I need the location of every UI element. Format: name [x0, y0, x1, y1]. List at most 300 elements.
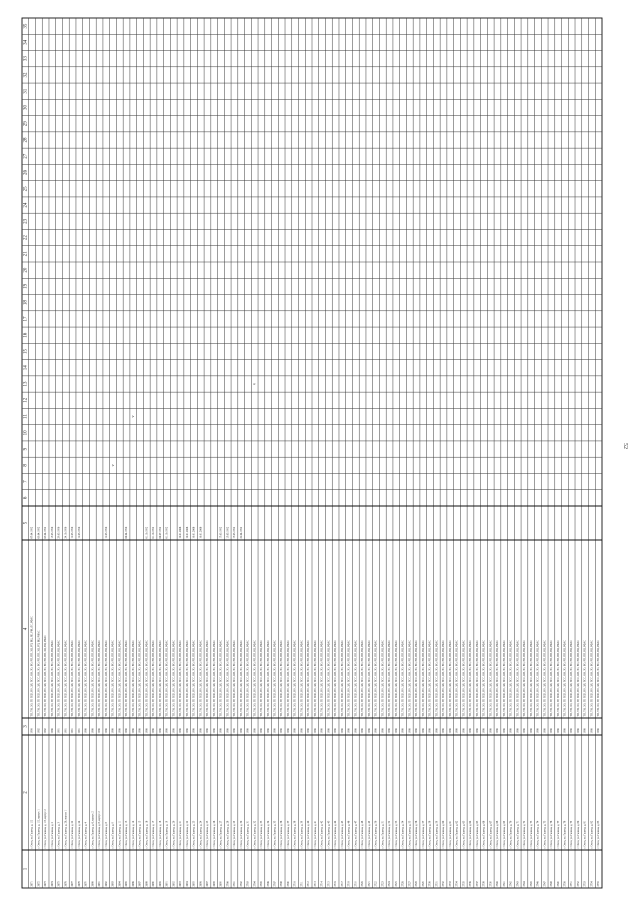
cell-systems: ТП, ТН, ЭО, ГР, ПСБ, ВО, ЭЛ, ПСС, КН, ЗО, ВО, РП, ПП, ВЦ, РФАС [347, 640, 351, 717]
cell-year: 1980 [158, 728, 162, 734]
column-number: 24 [23, 202, 29, 208]
column-number: 30 [23, 104, 29, 110]
cell-address: г. Омск, ул. Гашека, д. 55 [408, 820, 412, 849]
cell-no: 2673 [44, 881, 48, 887]
cell-year: 1980 [496, 728, 500, 734]
cell-no: 2749 [556, 881, 560, 887]
cell-systems: ТП, ТН, ЭО, ГР, ПСБ, ВО, ЭЛ, ПСС, КН, ЗО, ВО, РП, ПП, ВЦ, РФАС [104, 640, 108, 717]
cell-year: 1980 [408, 728, 412, 734]
cell-no: 2748 [550, 881, 554, 887]
cell-systems: ТП, ТН, ЭО, ГР, ПСБ, ВО, ЭЛ, ПСС, КН, ЗО, ВО, РП, ПП, ВЦ, РФАС [583, 640, 587, 717]
cell-no: 2671 [30, 881, 34, 887]
cell-systems: ТП, ТН, ЭО, ГР, ПСБ, ВО, ЭЛ, ПСС, КН, ЗО, ВО, РП, ПП, ВЦ, РФАС [158, 640, 162, 717]
cell-systems: ТП, ТН, ЭО, ГР, ПСБ, ВО, ЭЛ, ПСС, КН, ЗО, ВО, РП, ПП, ВЦ, РФАС [455, 640, 459, 717]
cell-no: 2697 [206, 881, 210, 887]
cell-address: г. Омск, ул. Гашека, д. 45 [340, 820, 344, 849]
cell-address: г. Омск, ул. Гашека, д. 31 [246, 820, 250, 849]
cell-no: 2753 [583, 881, 587, 887]
cell-address: г. Омск, ул. Гашека, д. 62 [455, 820, 459, 849]
cell-address: г. Омск, ул. Гашека, д. 48 [361, 820, 365, 849]
column-number: 29 [23, 121, 29, 127]
cell-no: 2708 [280, 881, 284, 887]
cell-date: 06.04.1990 [125, 526, 129, 539]
cell-year: 1980 [50, 728, 54, 734]
cell-address: г. Омск, ул. Гашека, д. 53 [394, 820, 398, 849]
cell-no: 2703 [246, 881, 250, 887]
cell-address: г. Омск, ул. Гашека, д. 82 [590, 820, 594, 849]
cell-no: 2705 [260, 881, 264, 887]
cell-systems: ТП, ТН, ЭО, ГР, ПСБ, ВО, ЭЛ, ПСС, КН, ЗО, ВО, РП, ПП, ВЦ, РФАС [131, 640, 135, 717]
cell-date: 03.04.1992 [44, 526, 48, 539]
cell-year: 1980 [347, 728, 351, 734]
cell-address: г. Омск, ул. Гашека, д. 52 [388, 820, 392, 849]
cell-systems: ТП, ТН, ЭО, ГР, ПСБ, ВО, ЭЛ, ПСС, КН, ЗО, ВО, РП, ПП, ВЦ, РФАС [388, 640, 392, 717]
cell-no: 2733 [448, 881, 452, 887]
cell-year: 1980 [590, 728, 594, 734]
cell-year: 1980 [313, 728, 317, 734]
cell-systems: ТП, ТН, ЭО, ГР, ПСБ, ВО, ЭЛ, ПСС, КН, ЗО, ВО, РП, ПП, ВЦ, РФАС [307, 640, 311, 717]
cell-address: г. Омск, ул. Гашека, д. 43 [327, 820, 331, 849]
column-number: 12 [23, 397, 29, 403]
cell-no: 2745 [529, 881, 533, 887]
cell-year: 1982 [44, 728, 48, 734]
cell-systems: ТП, ТН, ЭО, ГР, ПСБ, ВО, ЭЛ, ПСС, КН, ЗО, ВО, РП, ПП, ВЦ, РФАС [125, 640, 129, 717]
cell-systems: ТП, ТН, ЭО, ГР, ПСБ, ВО, ЭЛ, ПСС, КН, ЗО, ВО, РП, ПП, ВЦ, РФАС [448, 640, 452, 717]
cell-address: г. Омск, ул. Гашека, д. 50 [374, 820, 378, 849]
cell-systems: ТП, ТН, ЭО, ГР, ПСБ, ВО, ЭЛ, ПСС, КН, ЗО, ВО, РП, ПП, ВЦ, РФАС [590, 640, 594, 717]
cell-year: 1981 [57, 728, 61, 734]
column-number: 25 [23, 186, 29, 192]
cell-address: г. Омск, ул. Гашека, д. 28 [226, 820, 230, 849]
cell-address: г. Омск, ул. Гашека, д. 1/2, корпус 1 [37, 809, 41, 849]
cell-address: г. Омск, ул. Гашека, д. 21 [179, 820, 183, 849]
column-number: 13 [23, 381, 29, 387]
cell-no: 2732 [442, 881, 446, 887]
cell-address: г. Омск, ул. Гашека, д. 71 [516, 820, 520, 849]
cell-no: 2724 [388, 881, 392, 887]
cell-no: 2696 [199, 881, 203, 887]
cell-systems: ТП, ТН, ЭО, ГР, ПСБ, ВО, ЭЛ, ПСС, КН, ЗО, ВО, РП, ПП, ВЦ, РФАС [111, 640, 115, 717]
cell-address: г. Омск, ул. Гашека, д. 23 [192, 820, 196, 849]
column-number: 31 [23, 88, 29, 94]
cell-address: г. Омск, ул. Гашека, д. 14 [131, 820, 135, 849]
cell-systems: ТП, ТН, ЭО, ГР, ПСБ, ВО, ЭЛ, ПСС, КН, ЗО, ВО, РП, ПП, ВЦ, РФАС [496, 640, 500, 717]
cell-systems: ТП, ТН, ЭО, ГР, ПСБ, ВО, ЭЛ, ПСС, КН, ЗО, ВО, РП, ПП, ВЦ, РФАС [165, 640, 169, 717]
column-number: 26 [23, 170, 29, 176]
cell-no: 2720 [361, 881, 365, 887]
cell-systems: ТП, ТН, ЭО, ГР, ПСБ, ВО, ЭЛ, ПСС, КН, ЗО, ВО, РП, ПП, ВЦ, РФАС [313, 640, 317, 717]
cell-address: г. Омск, ул. Гашека, д. 26 [212, 820, 216, 849]
cell-address: г. Омск, ул. Гашека, д. 30 [239, 820, 243, 849]
cell-year: 1980 [334, 728, 338, 734]
cell-year: 1980 [469, 728, 473, 734]
cell-no: 2684 [118, 881, 122, 887]
cell-address: г. Омск, ул. Гашека, д. 60 [442, 820, 446, 849]
cell-no: 2747 [543, 881, 547, 887]
cell-no: 2739 [489, 881, 493, 887]
cell-year: 1980 [523, 728, 527, 734]
cell-address: г. Омск, ул. Гашека, д. 20, корпус 1 [64, 810, 68, 849]
column-number: 17 [23, 316, 29, 322]
cell-systems: ТП, ТН, ЭО, ГР, ПСБ, ВО, ЭЛ, ПСС, КН, ЗО, ВО, РП, ПП, ВЦ, РФАС [145, 640, 149, 717]
cell-no: 2689 [152, 881, 156, 887]
cell-address: г. Омск, ул. Гашека, д. 19 [165, 820, 169, 849]
cell-year: 1980 [489, 728, 493, 734]
cell-year: 1981 [71, 728, 75, 734]
cell-address: г. Омск, ул. Гашека, д. 83 [597, 820, 601, 849]
cell-no: 2685 [125, 881, 129, 887]
cell-date: 12.03.1990 [104, 526, 108, 539]
check-mark: v [251, 383, 257, 385]
cell-address: г. Омск, ул. Гашека, д. 77 [556, 820, 560, 849]
cell-systems: ТП, ТН, ЭО, ГР, ПСБ, ВО, ЭЛ, ПСС, КН, ЗО, ВО, РП, ПП, ВЦ, РФАС [172, 640, 176, 717]
cell-no: 2692 [172, 881, 176, 887]
cell-no: 2694 [185, 881, 189, 887]
cell-address: г. Омск, ул. Гашека, д. 65 [475, 820, 479, 849]
cell-address: г. Омск, ул. Гашека, д. 81 [583, 820, 587, 849]
cell-year: 1980 [327, 728, 331, 734]
cell-date: 07.04.1992 [30, 526, 34, 539]
cell-systems: ТП, ТН, ЭО, ГР, ПСБ, ВО, ЭЛ, ПСС, КН, ЗО, ВО, РП, ПП, ВЦ, РФАС [374, 640, 378, 717]
cell-address: г. Омск, ул. Гашека, д. 20 [172, 820, 176, 849]
cell-systems: ТП, ТН, ЭО, ГР, ПСБ, ВО, ЭЛ, ПСС, КН, ЗО, ВО, РП, ПП, ВЦ, РФАС [266, 640, 270, 717]
cell-date: 17.03.1992 [233, 526, 237, 539]
column-number: 33 [23, 56, 29, 62]
cell-year: 1980 [354, 728, 358, 734]
cell-address: г. Омск, ул. Гашека, д. 11 [118, 820, 122, 849]
cell-year: 1980 [475, 728, 479, 734]
cell-address: г. Омск, ул. Гашека, д. 75 [543, 820, 547, 849]
cell-year: 1980 [165, 728, 169, 734]
cell-year: 1980 [550, 728, 554, 734]
cell-address: г. Омск, ул. Гашека, д. 27 [219, 820, 223, 849]
cell-no: 2682 [104, 881, 108, 887]
cell-year: 1980 [448, 728, 452, 734]
cell-year: 1980 [246, 728, 250, 734]
cell-year: 1980 [179, 728, 183, 734]
cell-address: г. Омск, ул. Гашека, д. 2 [50, 822, 54, 849]
cell-systems: ТП, ТН, ЭО, ГР, ПСБ, ВО, ЭЛ, ПСС, КН, ЗО, ВО, РП, ПП, ВЦ, РФАС [239, 640, 243, 717]
cell-no: 2750 [563, 881, 567, 887]
cell-no: 2707 [273, 881, 277, 887]
cell-address: г. Омск, ул. Гашека, д. 9 [111, 822, 115, 849]
column-number: 19 [23, 283, 29, 289]
cell-address: г. Омск, ул. Гашека, д. 61 [448, 820, 452, 849]
cell-systems: ТП, ТН, ЭО, ГР, ПСБ, ВО, ЭЛ, ПСС, КН, ЗО, ВО, РП, ПП, ВЦ, РФАС [563, 640, 567, 717]
cell-no: 2683 [111, 881, 115, 887]
cell-year: 1980 [361, 728, 365, 734]
cell-year: 1980 [543, 728, 547, 734]
cell-systems: ТП, ТН, ЭО, ГР, ПСБ, ВО, ЭЛ, ПСС, КН, ЗО, ВО, РП, ПП, ЭЦ, ВЦ, РФАС [44, 635, 48, 717]
cell-year: 1980 [340, 728, 344, 734]
cell-systems: ТП, ТН, ЭО, ГР, ПСБ, ВО, ЭЛ, ПСС, КН, ЗО, ВО, РП, ПП, ВЦ, РФАС [469, 640, 473, 717]
column-number: 28 [23, 137, 29, 143]
cell-systems: ТП, ТН, ЭО, ГР, ПСБ, ВО, ЭЛ, ПСС, КН, ЗО, ВО, РП, ПП, ВЦ, РФАС [152, 640, 156, 717]
cell-address: г. Омск, ул. Гашека, д. 13 [125, 820, 129, 849]
column-number: 9 [23, 447, 29, 451]
cell-address: г. Омск, ул. Гашека, д. 54 [401, 820, 405, 849]
page-number: 52 [622, 443, 628, 449]
cell-no: 2676 [64, 881, 68, 887]
cell-no: 2715 [327, 881, 331, 887]
cell-year: 1980 [401, 728, 405, 734]
column-number: 6 [23, 496, 29, 500]
cell-year: 1980 [502, 728, 506, 734]
cell-no: 2752 [576, 881, 580, 887]
cell-no: 2731 [435, 881, 439, 887]
cell-address: г. Омск, ул. Гашека, д. 47 [354, 820, 358, 849]
cell-address: г. Омск, ул. Гашека, д. 66 [482, 820, 486, 849]
cell-no: 2755 [597, 881, 601, 887]
cell-no: 2698 [212, 881, 216, 887]
cell-no: 2704 [253, 881, 257, 887]
cell-address: г. Омск, ул. Гашека, д. 6, корпус 2 [91, 811, 95, 849]
cell-address: г. Омск, ул. Гашека, д. 56 [415, 820, 419, 849]
cell-year: 1980 [98, 728, 102, 734]
cell-year: 1980 [563, 728, 567, 734]
table-grid [22, 18, 602, 888]
cell-systems: ТП, ТН, ЭО, ГР, ПСБ, ВО, ЭЛ, ПСС, КН, ЗО, ВО, РП, ПП, ВЦ, РФАС [212, 640, 216, 717]
cell-systems: ТП, ТН, ЭО, ГР, ПСБ, ВО, ЭЛ, ПСС, КН, ЗО, ВО, РП, ПП, ВЦ, РФАС [320, 640, 324, 717]
check-mark: v [109, 464, 115, 467]
cell-year: 1980 [462, 728, 466, 734]
cell-systems: ТП, ТН, ЭО, ГР, ПСБ, ВО, ЭЛ, ПСС, КН, ЗО, ВО, РП, ПП, ВЦ, РФАС [415, 640, 419, 717]
cell-no: 2730 [428, 881, 432, 887]
cell-year: 1980 [266, 728, 270, 734]
cell-date: 03.04.1992 [37, 526, 41, 539]
column-number: 20 [23, 267, 29, 273]
column-number: 8 [23, 464, 29, 467]
cell-no: 2744 [523, 881, 527, 887]
column-number: 22 [23, 235, 29, 241]
cell-no: 2712 [307, 881, 311, 887]
cell-systems: ТП, ТН, ЭО, ГР, ПСБ, ВО, ЭЛ, ПСС, КН, ЗО, ВО, РП, ПП, ВЦ, РФАС [576, 640, 580, 717]
cell-systems: ТП, ТН, ЭО, ГР, ПСБ, ВО, ЭЛ, ПСС, КН, ЗО, ВО, РП, ПП, ВЦ, РФАС [293, 640, 297, 717]
cell-no: 2686 [131, 881, 135, 887]
cell-year: 1980 [556, 728, 560, 734]
cell-address: г. Омск, ул. Гашека, д. 1/2 [30, 820, 34, 849]
cell-year: 1980 [253, 728, 257, 734]
cell-year: 1980 [435, 728, 439, 734]
cell-year: 1980 [138, 728, 142, 734]
cell-date: 29.03.1990 [57, 526, 61, 539]
cell-systems: ТП, ТН, ЭО, ГР, ПСБ, ВО, ЭЛ, ПСС, КН, ЗО, ВО, РП, ПП, ВЦ, РФАС [206, 640, 210, 717]
cell-address: г. Омск, ул. Гашека, д. 59 [435, 820, 439, 849]
cell-date: 10.01.2006 [185, 526, 189, 539]
cell-address: г. Омск, ул. Гашека, д. 34 [266, 820, 270, 849]
cell-no: 2754 [590, 881, 594, 887]
cell-address: г. Омск, ул. Гашека, д. 38 [293, 820, 297, 849]
cell-year: 1980 [536, 728, 540, 734]
cell-no: 2678 [77, 881, 81, 887]
cell-no: 2674 [50, 881, 54, 887]
cell-no: 2681 [98, 881, 102, 887]
cell-systems: ТП, ТН, ЭО, ГР, ПСБ, ВО, ЭЛ, ПСС, КН, ЗО, ВО, РП, ПП, ВЦ, РФАС [280, 640, 284, 717]
cell-no: 2740 [496, 881, 500, 887]
cell-year: 1980 [421, 728, 425, 734]
cell-address: г. Омск, ул. Гашека, д. 73 [529, 820, 533, 849]
cell-systems: ТП, ТН, ЭО, ГР, ПСБ, ВО, ЭЛ, ПСС, КН, ЗО, ВО, РП, ПП, ВЦ, РФАС [219, 640, 223, 717]
cell-date: 15.05.1992 [226, 526, 230, 539]
cell-year: 1980 [300, 728, 304, 734]
cell-year: 1980 [84, 728, 88, 734]
cell-systems: ТП, ТН, ЭО, ГР, ПСБ, ВО, ЭЛ, ПСС, КН, ЗО, ВО, РП, ПП, ВЦ, РФАС [361, 640, 365, 717]
cell-systems: ТП, ТН, ЭО, ГР, ПСБ, ВО, ЭЛ, ПСС, КН, ЗО, ВО, РП, ПП, ВЦ, РФАС [509, 640, 513, 717]
cell-year: 1980 [509, 728, 513, 734]
cell-year: 1980 [374, 728, 378, 734]
cell-no: 2721 [367, 881, 371, 887]
cell-address: г. Омск, ул. Гашека, д. 42 [320, 820, 324, 849]
cell-address: г. Омск, ул. Гашека, д. 15 [138, 820, 142, 849]
cell-year: 1980 [428, 728, 432, 734]
cell-date: 01.10.1992 [152, 526, 156, 539]
cell-systems: ТП, ТН, ЭО, ГР, ПСБ, ВО, ЭЛ, ПСС, КН, ЗО, ВО, РП, ПП, ВЦ, РФАС [71, 640, 75, 717]
column-number: 34 [23, 39, 29, 45]
cell-year: 1980 [172, 728, 176, 734]
cell-no: 2711 [300, 881, 304, 887]
cell-systems: ТП, ТН, ЭО, ГР, ПСБ, ВО, ЭЛ, ПСС, КН, ЗО, ВО, РП, ПП, ВЦ, РФАС [516, 640, 520, 717]
cell-no: 2688 [145, 881, 149, 887]
cell-systems: ТП, ТН, ЭО, ГР, ПСБ, ВО, ЭЛ, ПСС, КН, ЗО, ВО, РП, ПП, ВЦ, РФАС [536, 640, 540, 717]
cell-address: г. Омск, ул. Гашека, д. 70 [509, 820, 513, 849]
cell-address: г. Омск, ул. Гашека, д. 80 [576, 820, 580, 849]
cell-systems: ТП, ТН, ЭО, ГР, ПСБ, ВО, ЭЛ, ПСС, КН, ЗО, ВО, РП, ПП, ВЦ, РФАС [401, 640, 405, 717]
cell-no: 2719 [354, 881, 358, 887]
cell-no: 2728 [415, 881, 419, 887]
cell-systems: ТП, ТН, ЭО, ГР, ПСБ, ВО, ЭЛ, ПСС, КН, ЗО, ВО, РП, ПП, ВЦ, РФАС [300, 640, 304, 717]
cell-year: 1982 [37, 728, 41, 734]
cell-address: г. Омск, ул. Гашека, д. 67 [489, 820, 493, 849]
cell-year: 1980 [145, 728, 149, 734]
cell-systems: ТП, ТН, ЭО, ГР, ПСБ, ВО, ЭЛ, ПСС, КН, ЗО, ВО, РП, ПП, ВЦ, РФАС [260, 640, 264, 717]
cell-no: 2737 [475, 881, 479, 887]
cell-systems: ТП, ТН, ЭО, ГР, ПСБ, ВО, ЭЛ, ПСС, КН, ЗО, ВО, РП, ПП, ВЦ, РФАС [597, 640, 601, 717]
cell-no: 2742 [509, 881, 513, 887]
cell-systems: ТП, ТН, ЭО, ГР, ПСБ, ВО, ЭЛ, ПСС, КН, ЗО, ВО, РП, ПП, ВЦ, РФАС [50, 640, 54, 717]
cell-no: 2700 [226, 881, 230, 887]
cell-address: г. Омск, ул. Гашека, д. 16 [145, 820, 149, 849]
cell-year: 1980 [199, 728, 203, 734]
cell-no: 2751 [570, 881, 574, 887]
cell-year: 1980 [307, 728, 311, 734]
cell-no: 2702 [239, 881, 243, 887]
cell-no: 2726 [401, 881, 405, 887]
check-mark: v [130, 415, 136, 418]
cell-year: 1980 [529, 728, 533, 734]
cell-systems: ТП, ТН, ЭО, ГР, ПСБ, ВО, ЭЛ, ПСС, КН, ЗО, ВО, РП, ПП, ВЦ, РФАС [367, 640, 371, 717]
cell-no: 2713 [313, 881, 317, 887]
cell-address: г. Омск, ул. Гашека, д. 41 [313, 820, 317, 849]
cell-address: г. Омск, ул. Гашека, д. 51 [381, 820, 385, 849]
cell-no: 2729 [421, 881, 425, 887]
cell-address: г. Омск, ул. Гашека, д. 18 [158, 820, 162, 849]
cell-no: 2714 [320, 881, 324, 887]
cell-no: 2746 [536, 881, 540, 887]
cell-year: 1980 [233, 728, 237, 734]
cell-systems: ТП, ТН, ЭО, ГР, ПСБ, ВО, ЭЛ, ПСС, КН, ЗО, ВО, РП, ПП, ВЦ, РФАС [233, 640, 237, 717]
cell-date: 12.03.1990 [77, 526, 81, 539]
cell-address: г. Омск, ул. Гашека, д. 8 [104, 822, 108, 849]
cell-address: г. Омск, ул. Гашека, д. 17 [152, 820, 156, 849]
cell-address: г. Омск, ул. Гашека, д. 72 [523, 820, 527, 849]
cell-no: 2709 [286, 881, 290, 887]
column-number: 5 [23, 521, 29, 525]
column-number: 32 [23, 72, 29, 78]
cell-systems: ТП, ТН, ЭО, ГР, ПСБ, ВО, ЭЛ, ПСС, КН, ЗО, ВО, РП, ПП, ВЦ, РФАС [475, 640, 479, 717]
cell-year: 1980 [152, 728, 156, 734]
cell-systems: ТП, ТН, ЭО, ГР, ПСБ, ВО, ЭЛ, ПСС, КН, ЗО, ВО, РП, ПП, ЭЦ, РП, ВЦ, ЛЕ, РМ, ЛС, РФАС [30, 616, 34, 717]
cell-address: г. Омск, ул. Гашека, д. 35 [273, 820, 277, 849]
cell-no: 2695 [192, 881, 196, 887]
cell-systems: ТП, ТН, ЭО, ГР, ПСБ, ВО, ЭЛ, ПСС, КН, ЗО, ВО, РП, ПП, ВЦ, РФАС [442, 640, 446, 717]
cell-no: 2736 [469, 881, 473, 887]
cell-address: г. Омск, ул. Гашека, д. 32 [253, 820, 257, 849]
cell-no: 2722 [374, 881, 378, 887]
cell-address: г. Омск, ул. Гашека, д. 57 [421, 820, 425, 849]
cell-systems: ТП, ТН, ЭО, ГР, ПСБ, ВО, ЭЛ, ПСС, КН, ЗО, ВО, РП, ПП, ВЦ, РФАС [381, 640, 385, 717]
column-number: 15 [23, 348, 29, 354]
cell-address: г. Омск, ул. Гашека, д. 46 [347, 820, 351, 849]
cell-systems: ТП, ТН, ЭО, ГР, ПСБ, ВО, ЭЛ, ПСС, КН, ЗО, ВО, РП, ПП, ВЦ, РФАС [286, 640, 290, 717]
cell-address: г. Омск, ул. Гашека, д. 74 [536, 820, 540, 849]
cell-year: 1980 [583, 728, 587, 734]
cell-year: 1980 [388, 728, 392, 734]
cell-no: 2690 [158, 881, 162, 887]
cell-year: 1980 [597, 728, 601, 734]
cell-year: 1980 [239, 728, 243, 734]
cell-systems: ТП, ТН, ЭО, ГР, ПСБ, ВО, ЭЛ, ПСС, КН, ЗО, ВО, РП, ПП, ВЦ, РФАС [57, 640, 61, 717]
cell-address: г. Омск, ул. Гашека, д. 33 [260, 820, 264, 849]
cell-no: 2680 [91, 881, 95, 887]
cell-address: г. Омск, ул. Гашека, д. 3 [57, 822, 61, 849]
cell-date: 06.07.1992 [158, 526, 162, 539]
cell-year: 1980 [91, 728, 95, 734]
cell-year: 1980 [516, 728, 520, 734]
cell-no: 2710 [293, 881, 297, 887]
cell-address: г. Омск, ул. Гашека, д. 69 [502, 820, 506, 849]
cell-date: 01.10.1992 [145, 526, 149, 539]
cell-systems: ТП, ТН, ЭО, ГР, ПСБ, ВО, ЭЛ, ПСС, КН, ЗО, ВО, РП, ПП, ВЦ, РФАС [118, 640, 122, 717]
cell-systems: ТП, ТН, ЭО, ГР, ПСБ, ВО, ЭЛ, ПСС, КН, ЗО, ВО, РП, ПП, ВЦ, РФАС [84, 640, 88, 717]
column-number: 18 [23, 300, 29, 306]
column-number: 10 [23, 430, 29, 436]
cell-systems: ТП, ТН, ЭО, ГР, ПСБ, ВО, ЭЛ, ПСС, КН, ЗО, ВО, РП, ПП, ВЦ, РФАС [199, 640, 203, 717]
column-number: 11 [23, 414, 29, 419]
cell-year: 1980 [381, 728, 385, 734]
cell-address: г. Омск, ул. Гашека, д. 36 [280, 820, 284, 849]
cell-year: 1980 [226, 728, 230, 734]
cell-year: 1980 [286, 728, 290, 734]
cell-year: 1980 [104, 728, 108, 734]
cell-address: г. Омск, ул. Гашека, д. 39 [300, 820, 304, 849]
cell-address: г. Омск, ул. Гашека, д. 40 [307, 820, 311, 849]
cell-address: г. Омск, ул. Гашека, д. 24 [199, 820, 203, 849]
cell-year: 1980 [442, 728, 446, 734]
cell-year: 1980 [394, 728, 398, 734]
cell-year: 1980 [482, 728, 486, 734]
cell-date: 17.03.1992 [219, 526, 223, 539]
column-number: 35 [23, 23, 29, 29]
column-number: 7 [23, 480, 29, 483]
cell-systems: ТП, ТН, ЭО, ГР, ПСБ, ВО, ЭЛ, ПСС, КН, ЗО, ВО, РП, ПП, ВЦ, РФАС [462, 640, 466, 717]
cell-no: 2675 [57, 881, 61, 887]
cell-year: 1980 [206, 728, 210, 734]
cell-systems: ТП, ТН, ЭО, ГР, ПСБ, ВО, ЭЛ, ПСС, КН, ЗО, ВО, РП, ПП, ВЦ, РФАС [543, 640, 547, 717]
cell-address: г. Омск, ул. Гашека, д. 22 [71, 820, 75, 849]
cell-systems: ТП, ТН, ЭО, ГР, ПСБ, ВО, ЭЛ, ПСС, КН, ЗО, ВО, РП, ПП, ВЦ, РФАС [91, 640, 95, 717]
cell-year: 1980 [185, 728, 189, 734]
cell-no: 2677 [71, 881, 75, 887]
